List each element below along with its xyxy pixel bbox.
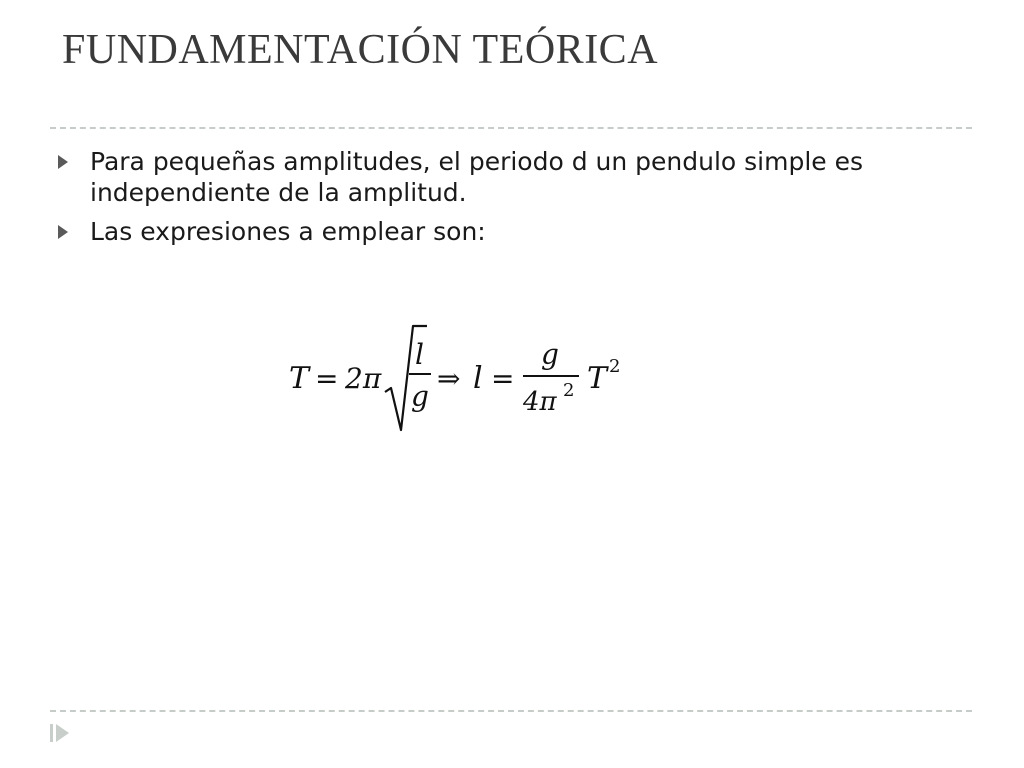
fraction-numerator: g	[541, 338, 559, 371]
formula-implies: ⇒	[437, 362, 461, 395]
triangle-right-icon	[58, 225, 68, 239]
formula-T-var: T	[587, 361, 608, 396]
formula-equals-2: =	[491, 362, 515, 395]
top-divider	[50, 127, 972, 129]
formula-equals-1: =	[315, 362, 339, 395]
formula-T-exp: 2	[609, 356, 621, 377]
pendulum-formula	[285, 320, 645, 440]
formula-two-pi: 2π	[345, 362, 382, 395]
bullet-item	[58, 146, 958, 208]
bullet-item	[58, 216, 958, 247]
bullet-text: Las expresiones a emplear son:	[90, 217, 486, 246]
sqrt-denominator: g	[411, 380, 429, 413]
bullet-list	[58, 146, 958, 255]
fraction-denominator-exp: 2	[563, 380, 575, 401]
bottom-divider	[50, 710, 972, 712]
fraction-denominator-coeff: 4π	[523, 387, 557, 417]
sqrt-numerator: l	[415, 338, 424, 371]
formula-lhs-T: T	[289, 361, 310, 396]
bullet-text: Para pequeñas amplitudes, el periodo d un pendulo simple es independiente de la amplitud.	[90, 147, 864, 207]
triangle-right-icon	[58, 155, 68, 169]
play-forward-icon[interactable]	[50, 722, 70, 744]
formula-l-var: l	[473, 361, 483, 396]
slide-title: FUNDAMENTACIÓN TEÓRICA	[62, 27, 659, 73]
